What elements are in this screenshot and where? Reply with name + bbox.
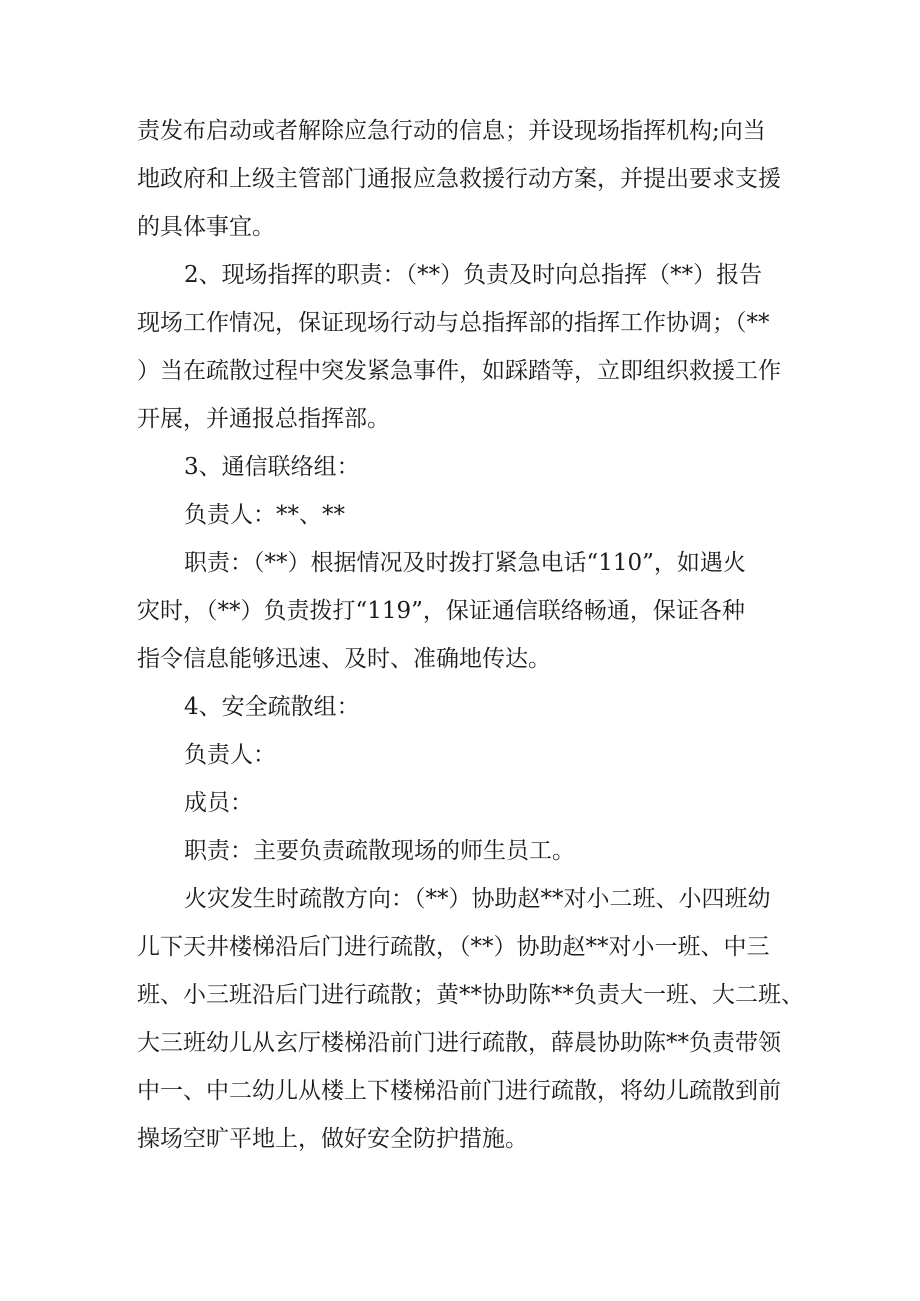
text-line: 的具体事宜。 (137, 214, 275, 240)
text-line: 操场空旷平地上，做好安全防护措施。 (137, 1126, 528, 1152)
text-line: 2、现场指挥的职责：（**）负责及时向总指挥（**）报告 (184, 262, 763, 288)
text-line: 开展，并通报总指挥部。 (137, 406, 390, 432)
text-line: 现场工作情况，保证现场行动与总指挥部的指挥工作协调；（** (137, 310, 770, 336)
text-line: 指令信息能够迅速、及时、准确地传达。 (137, 646, 551, 672)
text-line: 儿下天井楼梯沿后门进行疏散，（**）协助赵**对小一班、中三 (137, 934, 770, 960)
text-line: 责发布启动或者解除应急行动的信息；并设现场指挥机构;向当 (137, 118, 766, 144)
text-line: 地政府和上级主管部门通报应急救援行动方案，并提出要求支援 (137, 166, 781, 192)
text-line: 班、小三班沿后门进行疏散；黄**协助陈**负责大一班、大二班、 (137, 982, 804, 1008)
section-heading: 4、安全疏散组： (184, 694, 360, 720)
text-line: 大三班幼儿从玄厅楼梯沿前门进行疏散，薛晨协助陈**负责带领 (137, 1030, 781, 1056)
text-line: 成员： (184, 790, 253, 816)
text-line: 负责人：**、** (184, 502, 345, 528)
section-heading: 3、通信联络组： (184, 454, 360, 480)
text-line: ）当在疏散过程中突发紧急事件，如踩踏等，立即组织救援工作 (137, 358, 781, 384)
text-line: 火灾发生时疏散方向：（**）协助赵**对小二班、小四班幼 (184, 886, 771, 912)
text-line: 灾时，（**）负责拨打“119”，保证通信联络畅通，保证各种 (137, 598, 745, 624)
text-line: 中一、中二幼儿从楼上下楼梯沿前门进行疏散，将幼儿疏散到前 (137, 1078, 781, 1104)
text-line: 职责：（**）根据情况及时拨打紧急电话“110”，如遇火 (184, 550, 746, 576)
text-line: 负责人： (184, 742, 276, 768)
text-line: 职责：主要负责疏散现场的师生员工。 (184, 838, 575, 864)
